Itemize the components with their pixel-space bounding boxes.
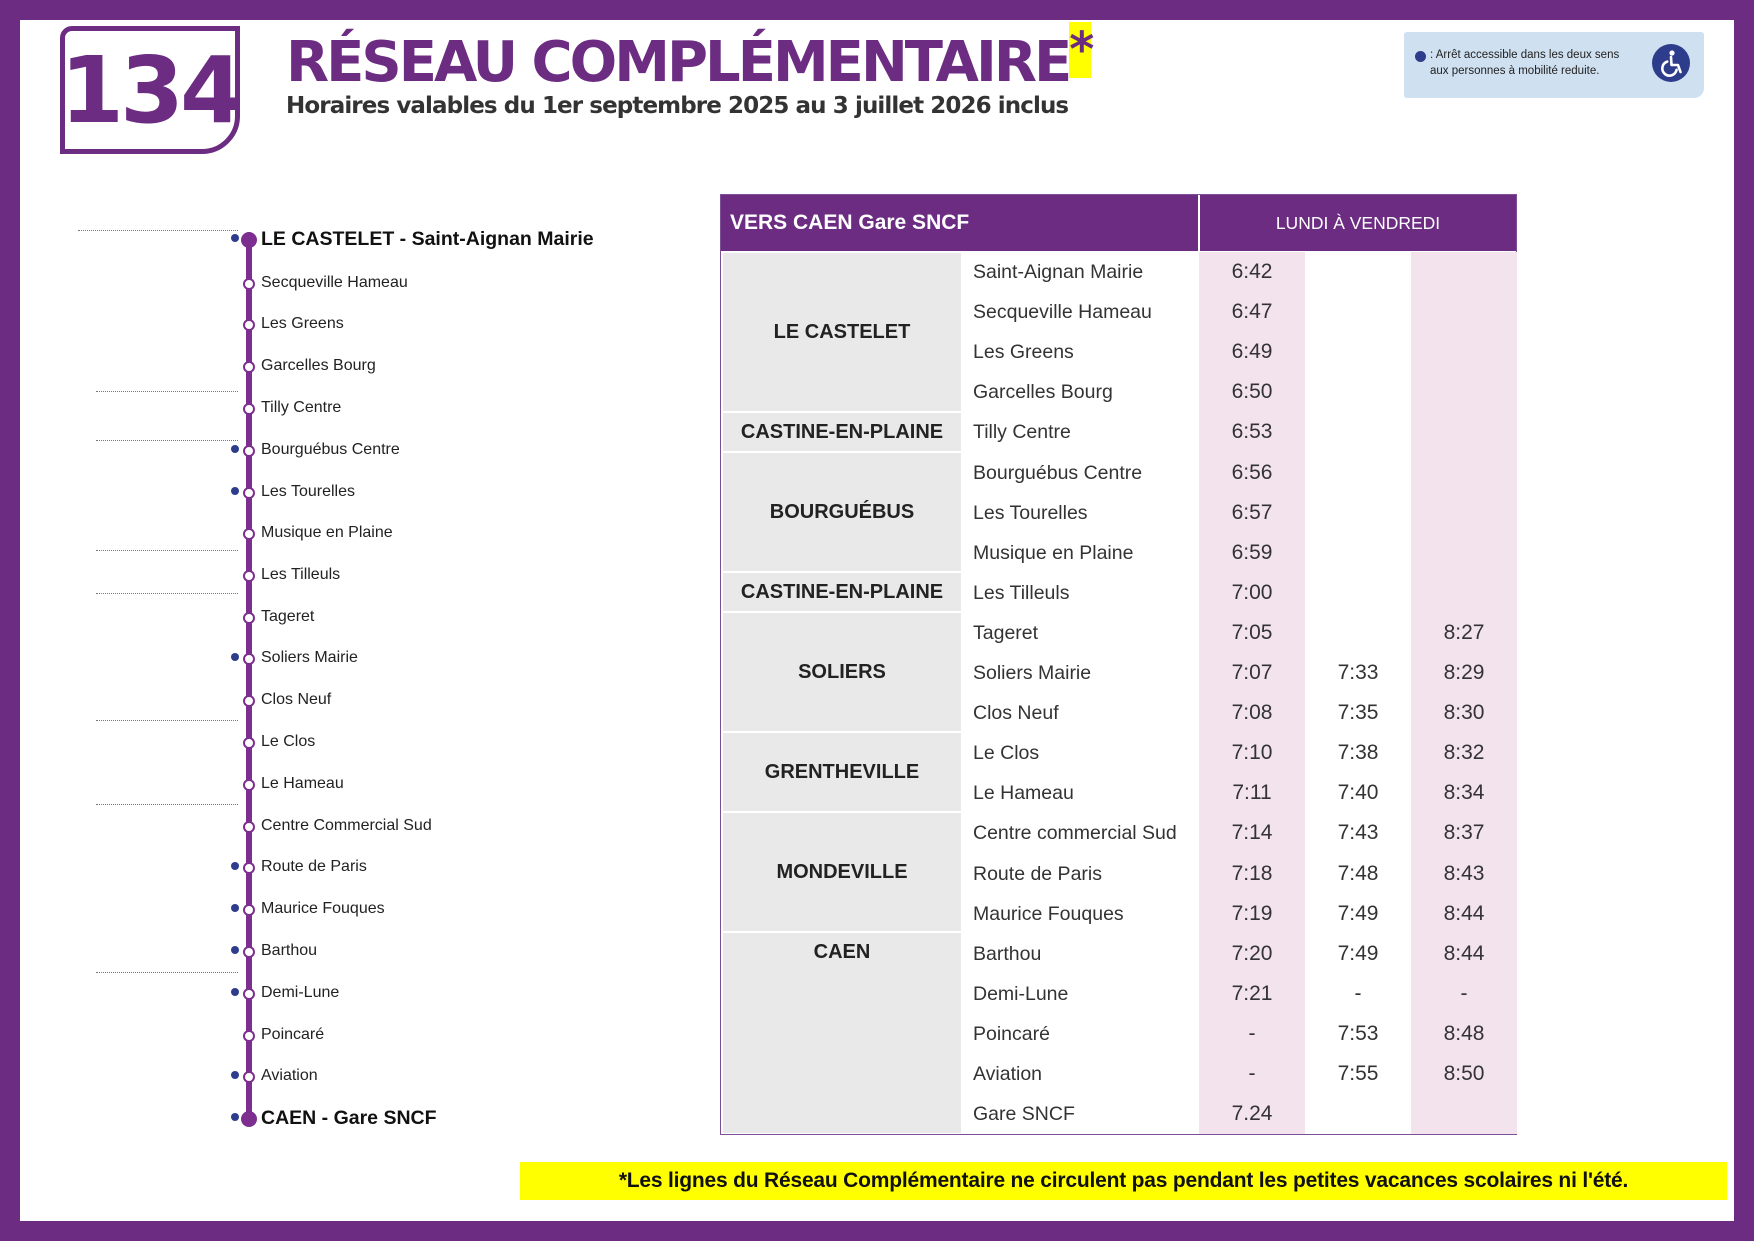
- stop-name: Maurice Fouques: [261, 900, 385, 917]
- timetable-direction: VERS CAEN Gare SNCF: [721, 195, 1198, 251]
- timetable-stop: Poincaré: [973, 1022, 1050, 1045]
- stop-name: Route de Paris: [261, 858, 367, 875]
- accessibility-legend-text: : Arrêt accessible dans les deux sens aux personnes à mobilité reduite.: [1430, 49, 1620, 77]
- departure-time: 8:32: [1443, 741, 1485, 765]
- departure-time: 7:43: [1337, 821, 1379, 845]
- stop-name: Bourguébus Centre: [261, 441, 400, 458]
- commune-separator: [96, 440, 238, 441]
- accessible-stop-dot-icon: [231, 445, 239, 453]
- timetable-stop: Gare SNCF: [973, 1103, 1075, 1126]
- accessible-stop-dot-icon: [231, 1113, 239, 1121]
- departure-time: 8:37: [1443, 821, 1485, 845]
- departure-time: 8:48: [1443, 1021, 1485, 1045]
- stop-marker: [243, 737, 255, 749]
- timetable-stop: Soliers Mairie: [973, 662, 1092, 684]
- departure-time: -: [1354, 981, 1362, 1005]
- departure-time: 7:49: [1337, 941, 1379, 965]
- timetable-stop: Barthou: [973, 942, 1042, 965]
- stop-name: Centre Commercial Sud: [261, 817, 432, 834]
- departure-time: 7:11: [1232, 781, 1272, 805]
- commune-cell: CASTINE-EN-PLAINE: [723, 413, 961, 451]
- stop-name: CAEN - Gare SNCF: [261, 1107, 437, 1129]
- commune-separator: [96, 972, 238, 973]
- stop-name: Demi-Lune: [261, 984, 340, 1001]
- stop-marker: [243, 946, 255, 958]
- timetable-stop: Les Tourelles: [973, 501, 1088, 524]
- timetable-stop: Tilly Centre: [973, 421, 1071, 444]
- accessible-stop-dot-icon: [231, 988, 239, 996]
- timetable: [720, 194, 1517, 1135]
- accessible-stop-dot-icon: [231, 1071, 239, 1079]
- timetable-stop: Centre commercial Sud: [973, 822, 1177, 845]
- stop-marker: [243, 1071, 255, 1083]
- stop-marker: [243, 695, 255, 707]
- departure-time: 6:57: [1231, 500, 1273, 524]
- timetable-stop: Les Tilleuls: [973, 581, 1070, 604]
- departure-time: -: [1248, 1062, 1256, 1085]
- accessible-stop-dot-icon: [231, 234, 239, 242]
- timetable-stop: Musique en Plaine: [973, 541, 1134, 564]
- commune-separator: [96, 804, 238, 805]
- stop-marker: [243, 862, 255, 874]
- timetable-stop: Clos Neuf: [973, 702, 1059, 725]
- timetable-stop: Tageret: [973, 621, 1039, 644]
- departure-time: 7:35: [1337, 701, 1379, 725]
- stop-name: Secqueville Hameau: [261, 274, 408, 291]
- accessible-stop-dot-icon: [231, 653, 239, 661]
- stop-marker: [243, 403, 255, 415]
- stop-name: Poincaré: [261, 1026, 325, 1043]
- departure-time: 8:29: [1443, 661, 1485, 684]
- commune-separator: [96, 720, 238, 721]
- stop-marker: [243, 1030, 255, 1042]
- stop-marker: [243, 821, 255, 833]
- stop-marker: [241, 232, 257, 248]
- commune-cell: MONDEVILLE: [723, 813, 961, 931]
- stop-name: Musique en Plaine: [261, 524, 393, 541]
- commune-separator: [96, 593, 238, 594]
- departure-time: 7:38: [1337, 741, 1379, 765]
- stop-name: Les Greens: [261, 315, 344, 332]
- stop-name: Soliers Mairie: [261, 649, 358, 666]
- departure-time: 7:48: [1337, 861, 1379, 885]
- stop-name: Les Tourelles: [261, 483, 355, 500]
- stop-name: Tageret: [261, 608, 315, 625]
- validity-subtitle: Horaires valables du 1er septembre 2025 au 3 juillet 2026 inclus: [286, 93, 1069, 119]
- departure-time: 7:49: [1337, 901, 1379, 925]
- departure-time: 7:14: [1231, 821, 1273, 845]
- departure-time: 7:33: [1337, 661, 1379, 684]
- stop-name: Aviation: [261, 1067, 318, 1084]
- title-asterisk: *: [1069, 22, 1092, 78]
- stop-name: Clos Neuf: [261, 691, 332, 708]
- departure-time: 6:42: [1231, 260, 1273, 283]
- stop-name: Le Clos: [261, 733, 316, 750]
- stop-marker: [243, 445, 255, 457]
- commune-cell: GRENTHEVILLE: [723, 733, 961, 811]
- departure-time: 8:30: [1443, 701, 1485, 725]
- line-number: 134: [59, 36, 241, 144]
- stop-marker: [243, 361, 255, 373]
- departure-time: 8:27: [1443, 620, 1485, 644]
- commune-cell: SOLIERS: [723, 613, 961, 731]
- stop-marker: [243, 570, 255, 582]
- departure-time: 8:43: [1443, 861, 1485, 885]
- departure-time: 6:53: [1231, 420, 1273, 444]
- commune-cell: CASTINE-EN-PLAINE: [723, 573, 961, 611]
- stop-marker: [243, 904, 255, 916]
- stop-name: Les Tilleuls: [261, 566, 341, 583]
- departure-time: 8:34: [1443, 781, 1485, 805]
- departure-time: 7:21: [1231, 981, 1273, 1005]
- wheelchair-icon: [1652, 44, 1690, 82]
- stop-marker: [243, 779, 255, 791]
- accessible-stop-dot-icon: [1415, 51, 1426, 62]
- stop-marker: [243, 528, 255, 540]
- departure-time: 6:49: [1231, 340, 1273, 364]
- stop-name: Garcelles Bourg: [261, 357, 376, 374]
- stop-marker: [241, 1111, 257, 1127]
- accessible-stop-dot-icon: [231, 487, 239, 495]
- timetable-stop: Demi-Lune: [973, 982, 1069, 1005]
- accessible-stop-dot-icon: [231, 904, 239, 912]
- footnote: *Les lignes du Réseau Complémentaire ne circulent pas pendant les petites vacances scolaires ni l'été.: [520, 1162, 1727, 1200]
- departure-time: 6:47: [1231, 300, 1273, 324]
- stop-name: LE CASTELET - Saint-Aignan Mairie: [261, 228, 594, 250]
- timetable-stop: Le Hameau: [973, 782, 1074, 805]
- departure-time: 7:55: [1337, 1062, 1379, 1085]
- stop-name: Tilly Centre: [261, 399, 342, 416]
- departure-time: 8:44: [1443, 941, 1485, 965]
- timetable-stop: Garcelles Bourg: [973, 381, 1113, 404]
- departure-time: 6:56: [1231, 460, 1273, 484]
- departure-time: 6:59: [1231, 540, 1273, 564]
- stop-marker: [243, 278, 255, 290]
- departure-time: 8:50: [1443, 1062, 1485, 1085]
- line-diagram: [0, 0, 620, 1140]
- departure-time: 6:50: [1231, 380, 1273, 404]
- network-title-text: RÉSEAU COMPLÉMENTAIRE: [286, 30, 1070, 95]
- commune-cell: BOURGUÉBUS: [723, 453, 961, 571]
- accessible-stop-dot-icon: [231, 946, 239, 954]
- departure-time: 7:20: [1231, 941, 1273, 965]
- accessible-stop-dot-icon: [231, 862, 239, 870]
- timetable-stop: Aviation: [973, 1063, 1043, 1085]
- departure-time: 7:00: [1231, 580, 1273, 604]
- departure-time: 7:10: [1231, 741, 1273, 765]
- departure-time: 8:44: [1443, 901, 1485, 925]
- stop-marker: [243, 653, 255, 665]
- timetable-stop: Les Greens: [973, 341, 1074, 364]
- stop-marker: [243, 487, 255, 499]
- stop-name: Barthou: [261, 942, 318, 959]
- departure-time: 7:07: [1231, 661, 1273, 684]
- stop-name: Le Hameau: [261, 775, 344, 792]
- commune-separator: [96, 550, 238, 551]
- timetable-stop: Le Clos: [973, 742, 1040, 765]
- timetable-days: LUNDI À VENDREDI: [1200, 195, 1516, 251]
- stop-marker: [243, 988, 255, 1000]
- commune-cell: LE CASTELET: [723, 253, 961, 411]
- departure-time: 7:40: [1337, 781, 1379, 805]
- timetable-stop: Saint-Aignan Mairie: [973, 261, 1144, 283]
- stop-marker: [243, 612, 255, 624]
- commune-cell: CAEN: [723, 933, 961, 1133]
- commune-separator: [96, 391, 238, 392]
- commune-separator: [78, 230, 238, 231]
- accessibility-legend: [1404, 32, 1704, 98]
- timetable-stop: Secqueville Hameau: [973, 301, 1152, 324]
- timetable-stop: Maurice Fouques: [973, 902, 1124, 925]
- departure-time: 7:08: [1231, 701, 1273, 725]
- timetable-stop: Route de Paris: [973, 862, 1102, 885]
- departure-time: 7:05: [1231, 620, 1273, 644]
- departure-time: 7:18: [1231, 861, 1273, 885]
- departure-time: 7.24: [1231, 1102, 1273, 1126]
- departure-time: -: [1460, 981, 1468, 1005]
- timetable-stop: Bourguébus Centre: [973, 461, 1143, 484]
- departure-time: 7:19: [1231, 901, 1273, 925]
- departure-time: -: [1248, 1021, 1256, 1045]
- departure-time: 7:53: [1337, 1021, 1379, 1045]
- stop-marker: [243, 319, 255, 331]
